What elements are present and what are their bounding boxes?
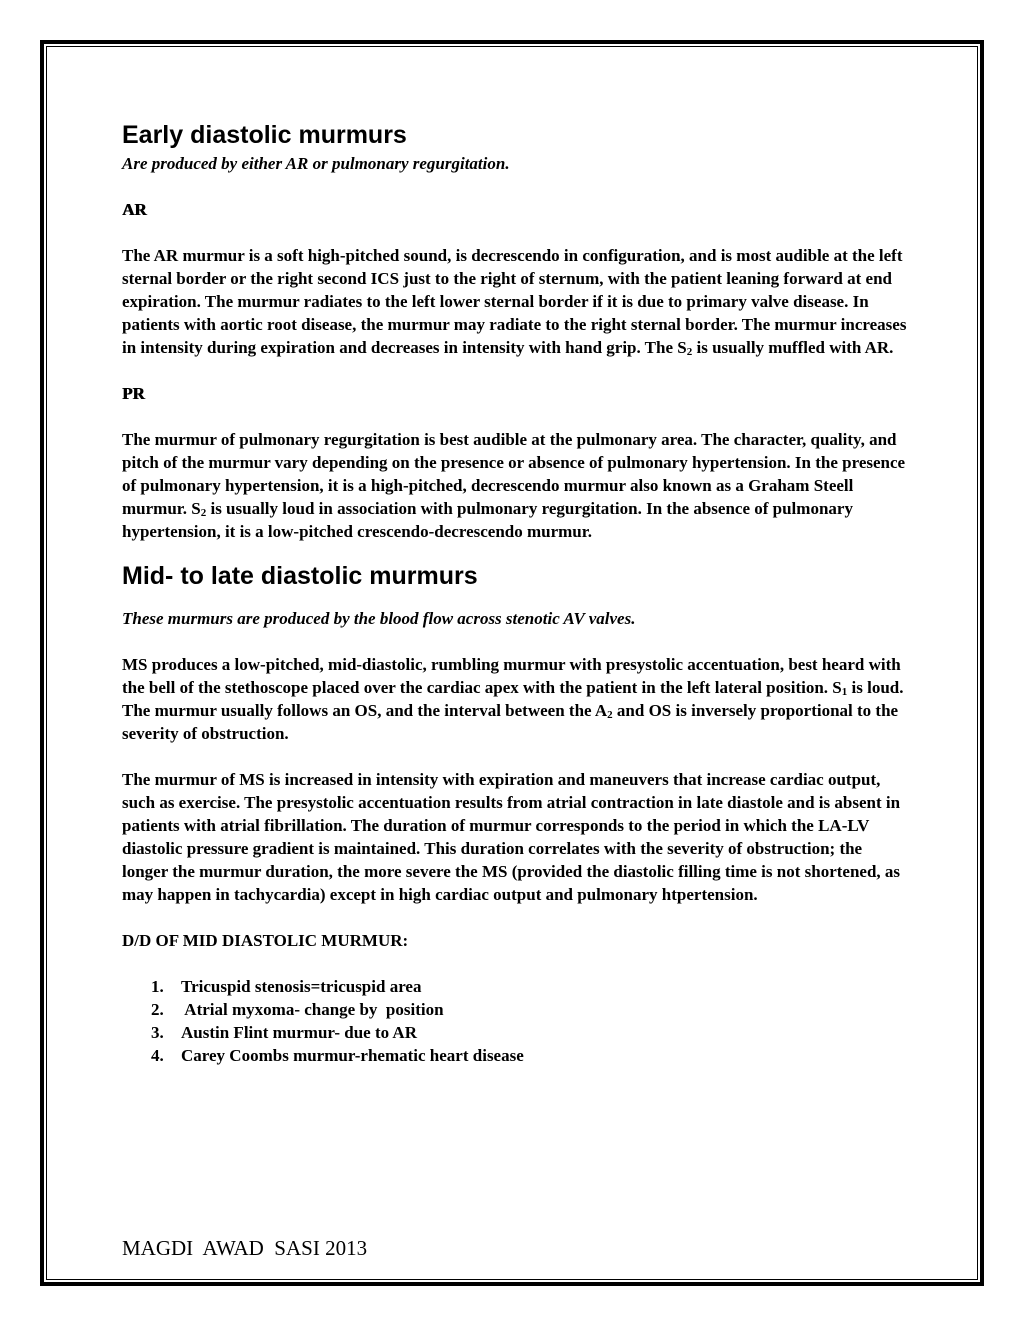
ar-heading: AR: [122, 200, 147, 219]
document-body: [122, 118, 912, 1067]
pr-heading: PR: [122, 384, 145, 403]
section-title-mid: Mid- to late diastolic murmurs: [122, 562, 478, 590]
ar-paragraph: The AR murmur is a soft high-pitched sound, is decrescendo in configuration, and is most audible at the left sternal border or the right second ICS just to the right of sternum, with the patient leaning forward at end expiration. The murmur radiates to the left lower sternal border if it is due to primary valve disease. In patients with aortic root disease, the murmur may radiate to the right sternal border. The murmur increases in intensity during expiration and decreases in intensity with hand grip. The $S_2$ is usually muffled with AR.: [122, 246, 907, 358]
dd-heading: D/D OF MID DIASTOLIC MURMUR:: [122, 931, 409, 950]
pr-paragraph: The murmur of pulmonary regurgitation is best audible at the pulmonary area. The character, quality, and pitch of the murmur vary depending on the presence or absence of pulmonary hypertension. In the presence of pulmonary hypertension, it is a high-pitched, decrescendo murmur also known as a Graham Steell murmur. $S_2$ is usually loud in association with pulmonary regurgitation. In the absence of pulmonary hypertension, it is a low-pitched crescendo-decrescendo murmur.: [122, 430, 906, 541]
list-item: 4. Carey Coombs murmur-rhematic heart disease: [151, 1046, 524, 1065]
ms-paragraph-2: The murmur of MS is increased in intensity with expiration and maneuvers that increase cardiac output, such as exercise. The presystolic accentuation results from atrial contraction in late diastole and is absent in patients with atrial fibrillation. The duration of murmur corresponds to the period in which the LA-LV diastolic pressure gradient is maintained. This duration correlates with the severity of obstruction; the longer the murmur duration, the more severe the MS (provided the diastolic filling time is not shortened, as may happen in tachycardia) except in high cardiac output and pulmonary htpertension.: [122, 770, 901, 904]
section-title-early: Early diastolic murmurs: [122, 121, 407, 149]
ms-paragraph: MS produces a low-pitched, mid-diastolic, rumbling murmur with presystolic accentuation, best heard with the bell of the stethoscope placed over the cardiac apex with the patient in the left lateral position. $S_1$ is loud. The murmur usually follows an OS, and the interval between the $A_2$ and OS is inversely proportional to the severity of obstruction.: [122, 655, 904, 743]
list-item: 2. Atrial myxoma- change by position: [151, 1000, 444, 1019]
early-lead: Are produced by either AR or pulmonary regurgitation.: [122, 154, 510, 173]
mid-lead: These murmurs are produced by the blood flow across stenotic AV valves.: [122, 609, 636, 628]
list-item: 3. Austin Flint murmur- due to AR: [151, 1023, 417, 1042]
page-footer: MAGDI AWAD SASI 2013: [122, 1236, 368, 1260]
list-item: 1. Tricuspid stenosis=tricuspid area: [151, 977, 422, 996]
dd-list: [122, 975, 912, 1067]
